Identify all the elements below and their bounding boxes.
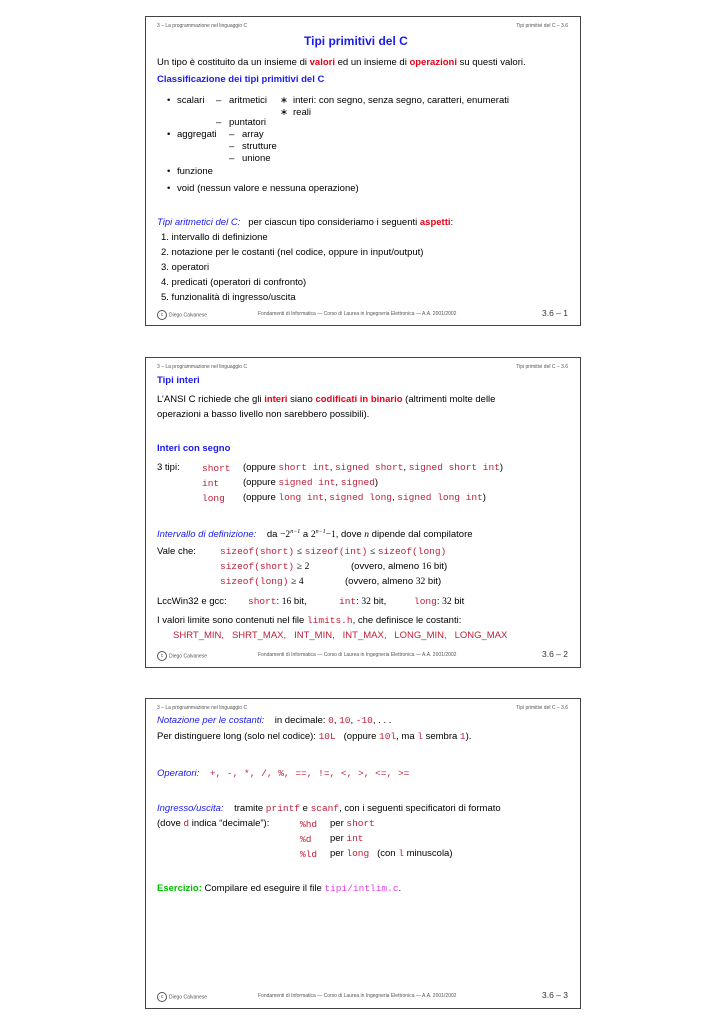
text: :: [436, 596, 440, 607]
text: (ovvero, almeno: [345, 576, 416, 587]
text: :: [356, 596, 359, 607]
const: INT_MIN,: [294, 630, 335, 641]
code: signed: [340, 477, 375, 488]
lcc-int: [339, 596, 386, 608]
bullet: •: [167, 166, 171, 177]
paragraph-line2: operazioni a basso livello non sarebbero possibili).: [157, 409, 370, 420]
slide-header-left: 3 – La programmazione nel linguaggio C: [157, 364, 248, 370]
star: ∗: [280, 107, 288, 118]
slide-2: [145, 357, 581, 668]
copyright-icon: c: [157, 651, 167, 661]
spec-d: %d: [300, 834, 312, 845]
item-strutture: strutture: [242, 141, 277, 152]
slide-header-left: 3 – La programmazione nel linguaggio C: [157, 23, 248, 29]
intro-part: su questi valori.: [456, 57, 526, 68]
code: 1: [459, 731, 466, 742]
text: (oppure: [243, 477, 279, 488]
text: (oppure: [243, 462, 279, 473]
math-exp: n−1: [290, 529, 301, 535]
slide-header-right: Tipi primitivi del C – 3.6: [516, 705, 568, 711]
label-vale-che: Vale che:: [157, 546, 196, 557]
paragraph: [157, 394, 495, 406]
list-item: 3. operatori: [161, 262, 210, 273]
alt-int: [243, 477, 378, 489]
slide-3: [145, 698, 581, 1009]
item-puntatori: puntatori: [229, 117, 266, 128]
text: ): [374, 477, 379, 488]
const: SHRT_MAX,: [231, 630, 287, 641]
text: ,: [403, 462, 409, 473]
text: I valori limite sono contenuti nel file: [157, 615, 307, 626]
text: tramite: [234, 803, 266, 814]
item-interi: interi: con segno, senza segno, caratteri, enumerati: [293, 95, 509, 106]
limiti-line: [157, 615, 461, 627]
text: ,: [335, 477, 341, 488]
label-lcc: LccWin32 e gcc:: [157, 596, 227, 607]
slide-1: [145, 16, 581, 326]
item-funzione: funzione: [177, 166, 213, 177]
math: −1: [325, 530, 336, 541]
code: signed long: [329, 492, 392, 503]
text: bit): [425, 576, 442, 587]
text: (con: [377, 848, 399, 859]
text: siano: [287, 394, 316, 405]
text: (dove: [157, 818, 184, 829]
keyword-codificati: codificati in binario: [315, 394, 403, 405]
slide-header-right: Tipi primitivi del C – 3.6: [516, 23, 568, 29]
math: 4: [298, 577, 304, 587]
code: signed short: [334, 462, 404, 473]
keyword-valori: valori: [309, 57, 335, 68]
lcc-short: [248, 596, 307, 608]
const: LONG_MIN,: [394, 630, 447, 641]
copyright-icon: c: [157, 992, 167, 1002]
code: printf: [265, 803, 301, 814]
text: ,: [392, 492, 398, 503]
text: dipende dal compilatore: [369, 529, 473, 541]
math: ≤: [296, 547, 302, 557]
code: d: [183, 818, 190, 829]
code: signed int: [278, 477, 336, 488]
footer-author: [157, 310, 207, 320]
code: int: [339, 596, 357, 607]
text: ,: [329, 462, 335, 473]
code: 10L: [318, 731, 336, 742]
math: 16: [281, 597, 292, 607]
math: n: [364, 530, 370, 541]
lcc-long: [414, 596, 464, 608]
math-exp: n−1: [315, 529, 326, 535]
footer-author-text: Diego Calvanese: [169, 994, 208, 1001]
text: (altrimenti molte delle: [402, 394, 496, 405]
math: ≤: [369, 547, 376, 557]
footer-author: [157, 651, 207, 661]
arith-text: :: [450, 217, 454, 228]
text: , . . .: [372, 715, 392, 726]
text: in decimale:: [274, 715, 329, 726]
text: bit): [431, 561, 448, 572]
almeno-32: [345, 576, 441, 588]
intervallo-label: Intervallo di definizione:: [157, 529, 257, 541]
text: ): [499, 462, 504, 473]
math: ≥: [291, 577, 297, 587]
bullet: •: [167, 183, 171, 194]
footer-course: Fondamenti di Informatica — Corso di Laurea in Ingegneria Elettronica — A.A. 2001/2002: [258, 311, 457, 317]
intervallo-line: [157, 526, 473, 541]
esercizio-line: [157, 883, 401, 895]
text: bit,: [291, 596, 307, 607]
footer-course: Fondamenti di Informatica — Corso di Laurea in Ingegneria Elettronica — A.A. 2001/2002: [258, 652, 457, 658]
item-array: array: [242, 129, 264, 140]
code: l: [417, 731, 423, 742]
text: :: [276, 596, 280, 607]
item-reali: reali: [293, 107, 311, 118]
spec-ld-desc: [330, 848, 453, 860]
dash: –: [229, 141, 235, 152]
page-title: Tipi primitivi del C: [304, 34, 408, 48]
math: 32: [361, 597, 371, 607]
io-line: [157, 803, 501, 815]
almeno-16: [351, 561, 447, 573]
code: short int: [278, 462, 330, 473]
io-label: Ingresso/uscita:: [157, 803, 224, 814]
code-operators: +, -, *, /, %, ==, !=, <, >, <=, >=: [209, 768, 410, 779]
const: INT_MAX,: [342, 630, 387, 641]
dash: –: [216, 117, 222, 128]
dash: –: [216, 95, 222, 106]
item-scalari: scalari: [177, 95, 205, 106]
alt-short: [243, 462, 503, 474]
dash: –: [229, 153, 235, 164]
operatori-label: Operatori:: [157, 768, 200, 779]
notazione-label: Notazione per le costanti:: [157, 715, 265, 726]
costanti-line: [173, 630, 507, 642]
list-item: 5. funzionalità di ingresso/uscita: [161, 292, 296, 303]
text: indica “decimale”):: [189, 818, 270, 829]
item-void: void (nessun valore e nessuna operazione): [177, 183, 359, 194]
text: , dove: [335, 529, 365, 541]
text: e: [300, 803, 311, 814]
code: 10: [339, 715, 351, 726]
code: sizeof(long): [220, 576, 289, 587]
text: bit: [451, 596, 465, 607]
const: LONG_MAX: [454, 630, 508, 641]
code: signed long int: [397, 492, 483, 503]
text: ).: [465, 731, 472, 742]
code: -10: [355, 715, 373, 726]
ineq-3: [220, 576, 304, 588]
page-number: 3.6 – 1: [542, 308, 568, 318]
code-short: short: [202, 463, 231, 474]
text: per: [330, 818, 347, 829]
math: 32: [415, 577, 426, 587]
intro-part: ed un insieme di: [334, 57, 410, 68]
code: signed short int: [408, 462, 500, 473]
arith-label: Tipi aritmetici del C:: [157, 217, 241, 228]
footer-author-text: Diego Calvanese: [169, 312, 208, 319]
text: ,: [324, 492, 330, 503]
code: short: [346, 818, 375, 829]
code-long: long: [202, 493, 225, 504]
code-limits-h: limits.h: [306, 615, 353, 626]
code: 0: [328, 715, 334, 726]
alt-long: [243, 492, 486, 504]
code: sizeof(long): [377, 546, 447, 557]
spec-ld: %ld: [300, 849, 318, 860]
math: 32: [442, 597, 452, 607]
dash: –: [229, 129, 235, 140]
text: (oppure: [343, 731, 380, 742]
ineq-2: [220, 561, 309, 573]
text: sembra: [422, 731, 460, 742]
page-number: 3.6 – 2: [542, 649, 568, 659]
text: , che definisce le costanti:: [352, 615, 462, 626]
code: 10l: [379, 731, 397, 742]
text: per: [330, 848, 347, 859]
bullet: •: [167, 95, 171, 106]
math: 2: [310, 530, 316, 541]
page-title: Tipi interi: [157, 375, 200, 386]
arith-line: [157, 217, 453, 229]
code: int: [346, 833, 364, 844]
footer-author-text: Diego Calvanese: [169, 653, 208, 660]
keyword-interi: interi: [264, 394, 288, 405]
intro-text: [157, 57, 526, 69]
text: per: [330, 833, 347, 844]
text: , con i seguenti specificatori di formato: [339, 803, 501, 814]
code: sizeof(int): [304, 546, 368, 557]
text: L’ANSI C richiede che gli: [157, 394, 265, 405]
code: long int: [278, 492, 324, 503]
bullet: •: [167, 129, 171, 140]
subheading: Interi con segno: [157, 443, 231, 454]
text: .: [398, 883, 402, 894]
code: sizeof(short): [220, 546, 295, 557]
text: (ovvero, almeno: [351, 561, 422, 572]
section-heading: Classificazione dei tipi primitivi del C: [157, 74, 325, 85]
list-item: 4. predicati (operatori di confronto): [161, 277, 307, 288]
code: short: [248, 596, 277, 607]
copyright-icon: c: [157, 310, 167, 320]
item-aritmetici: aritmetici: [229, 95, 268, 106]
math: ≥: [296, 562, 302, 572]
operatori-line: [157, 768, 409, 780]
code-int: int: [202, 478, 220, 489]
list-item: 1. intervallo di definizione: [161, 232, 268, 243]
math: 2: [304, 562, 310, 572]
esercizio-label: Esercizio:: [157, 883, 202, 894]
code: l: [398, 848, 404, 859]
text: minuscola): [403, 848, 453, 859]
page-number: 3.6 – 3: [542, 990, 568, 1000]
code: sizeof(short): [220, 561, 295, 572]
keyword-aspetti: aspetti: [419, 217, 451, 228]
text: bit,: [370, 596, 387, 607]
arith-text: per ciascun tipo consideriamo i seguenti: [248, 217, 420, 228]
code: long: [346, 848, 370, 859]
math: 16: [421, 562, 432, 572]
item-aggregati: aggregati: [177, 129, 217, 140]
file-path: tipi/intlim.c: [324, 883, 399, 894]
text: (oppure: [243, 492, 279, 503]
math: −2: [280, 530, 291, 541]
intro-part: Un tipo è costituito da un insieme di: [157, 57, 310, 68]
const: SHRT_MIN,: [173, 630, 225, 641]
code: long: [414, 596, 437, 607]
code: scanf: [310, 803, 340, 814]
slide-header-right: Tipi primitivi del C – 3.6: [516, 364, 568, 370]
label-tre-tipi: 3 tipi:: [157, 462, 180, 473]
notazione-line: Notazione per le costanti: in decimale: 0, 10, -10, . . .: [157, 715, 392, 726]
footer-author: [157, 992, 207, 1002]
text: da: [266, 529, 281, 541]
ineq-1: [220, 546, 446, 558]
text: Compilare ed eseguire il file: [201, 883, 325, 894]
footer-course: Fondamenti di Informatica — Corso di Laurea in Ingegneria Elettronica — A.A. 2001/2002: [258, 993, 457, 999]
spec-hd-desc: [330, 818, 375, 830]
dove-line: [157, 818, 269, 830]
list-item: 2. notazione per le costanti (nel codice, oppure in input/output): [161, 247, 424, 258]
text: Per distinguere long (solo nel codice):: [157, 731, 319, 742]
slide-header-left: 3 – La programmazione nel linguaggio C: [157, 705, 248, 711]
text: , ma: [396, 731, 418, 742]
star: ∗: [280, 95, 288, 106]
text: a: [300, 529, 311, 541]
distinguere-line: [157, 731, 471, 743]
spec-d-desc: [330, 833, 363, 845]
text: ): [482, 492, 486, 503]
keyword-operazioni: operazioni: [409, 57, 457, 68]
spec-hd: %hd: [300, 819, 318, 830]
item-unione: unione: [242, 153, 271, 164]
